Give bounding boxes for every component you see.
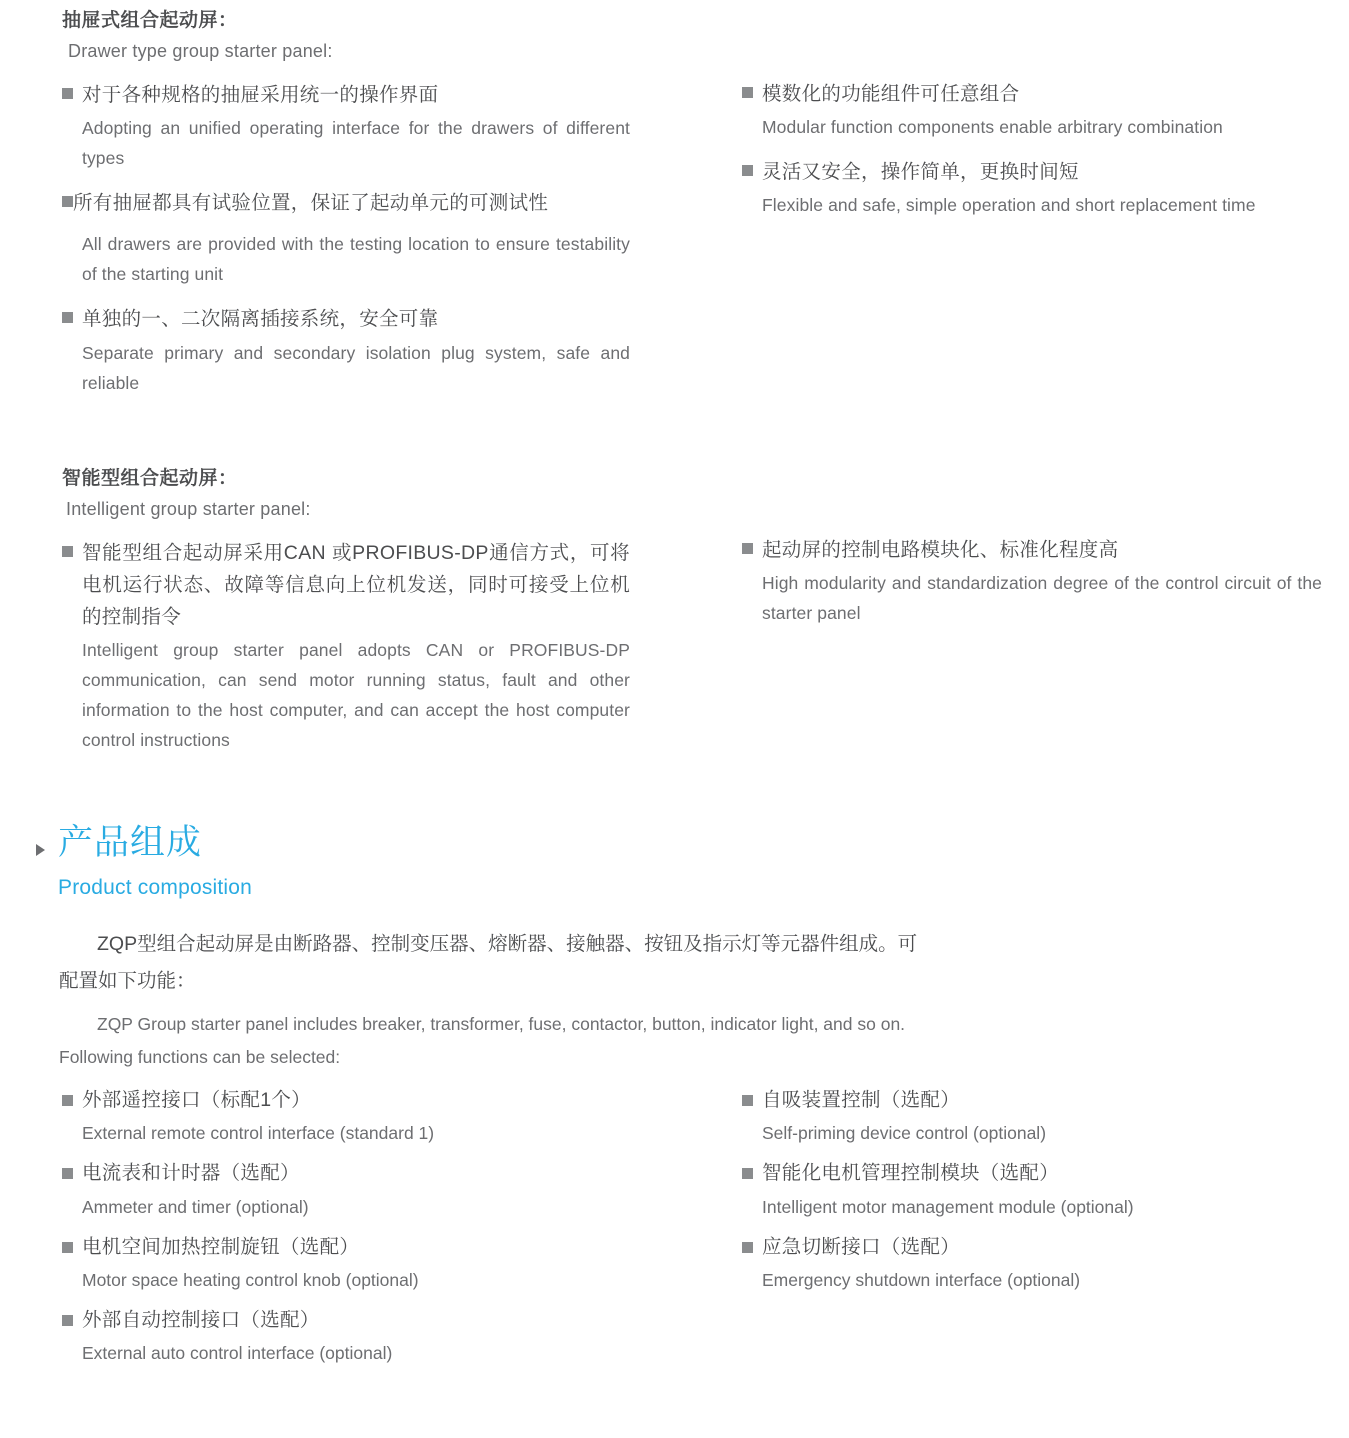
list-item	[62, 303, 634, 335]
list-item-cn: 所有抽屉都具有试验位置，保证了起动单元的可测试性	[73, 192, 549, 214]
list-item-cn: 外部遥控接口（标配1个）	[82, 1089, 311, 1111]
list-item-en: High modularity and standardization degree of the control circuit of the starter panel	[762, 573, 1322, 624]
list-item-cn: 单独的一、二次隔离插接系统，安全可靠	[82, 308, 439, 331]
list-item	[62, 1086, 662, 1147]
list-item	[742, 1086, 1342, 1147]
square-bullet-icon	[742, 1168, 753, 1179]
composition-list-right	[742, 1086, 1342, 1306]
square-bullet-icon	[62, 1168, 73, 1179]
intelligent-section-cn-title: 智能型组合起动屏：	[62, 468, 238, 489]
list-item-en: Flexible and safe, simple operation and short replacement time	[762, 195, 1256, 216]
drawer-section-right	[742, 78, 1314, 221]
list-item	[62, 1233, 662, 1294]
square-bullet-icon	[62, 196, 73, 207]
intelligent-section-en-title: Intelligent group starter panel:	[66, 498, 311, 519]
triangle-arrow-icon	[36, 844, 45, 856]
list-item-en: Modular function components enable arbitrary combination	[762, 117, 1223, 138]
list-item-cn: 电流表和计时器（选配）	[82, 1162, 300, 1185]
list-item	[62, 537, 634, 634]
list-item-en: Intelligent group starter panel adopts CAN or PROFIBUS-DP communication, can send motor running status, fault and other information to the host computer, and can accept the host computer control instructions	[82, 640, 630, 751]
section-heading-cn: 产品组成	[58, 823, 203, 862]
section-heading-product-composition	[30, 822, 730, 900]
list-item-cn: 灵活又安全，操作简单，更换时间短	[762, 161, 1079, 184]
square-bullet-icon	[62, 546, 73, 557]
square-bullet-icon	[742, 1242, 753, 1253]
list-item-en: Intelligent motor management module (optional)	[762, 1196, 1134, 1217]
list-item-en: External auto control interface (optional)	[82, 1343, 393, 1363]
list-item	[62, 1159, 662, 1220]
list-item-cn: 模数化的功能组件可任意组合	[762, 83, 1020, 105]
list-item	[62, 79, 634, 111]
list-item	[62, 187, 634, 219]
list-item-en: Separate primary and secondary isolation plug system, safe and reliable	[82, 342, 630, 393]
square-bullet-icon	[62, 1242, 73, 1253]
list-item-en: External remote control interface (standard 1)	[82, 1123, 435, 1144]
intelligent-section-left	[62, 466, 634, 756]
list-item-cn: 智能化电机管理控制模块（选配）	[762, 1162, 1060, 1185]
square-bullet-icon	[742, 543, 753, 554]
composition-paragraph-en: ZQP Group starter panel includes breaker, transformer, fuse, contactor, button, indicator light, and so on. Following functions can be selected:	[59, 1014, 906, 1068]
list-item	[742, 534, 1314, 566]
square-bullet-icon	[742, 165, 753, 176]
list-item-cn: 对于各种规格的抽屉采用统一的操作界面	[82, 83, 439, 106]
list-item	[62, 1306, 662, 1367]
drawer-section-left	[62, 8, 634, 398]
list-item-en: Motor space heating control knob (optional)	[82, 1269, 419, 1290]
list-item-en: Self-priming device control (optional)	[762, 1123, 1047, 1144]
composition-paragraph-en-wrap	[59, 1008, 922, 1075]
square-bullet-icon	[62, 88, 73, 99]
list-item-en: Adopting an unified operating interface for the drawers of different types	[82, 117, 630, 168]
list-item-en: Ammeter and timer (optional)	[82, 1196, 309, 1217]
drawer-section-en-title: Drawer type group starter panel:	[68, 40, 333, 61]
list-item-cn: 外部自动控制接口（选配）	[82, 1308, 320, 1331]
list-item-cn: 应急切断接口（选配）	[762, 1235, 961, 1258]
square-bullet-icon	[742, 1095, 753, 1106]
composition-paragraph-cn-wrap	[59, 926, 922, 1000]
composition-paragraph-cn: ZQP型组合起动屏是由断路器、控制变压器、熔断器、接触器、按钮及指示灯等元器件组成。可配置如下功能：	[59, 933, 918, 993]
square-bullet-icon	[62, 1315, 73, 1326]
list-item-cn: 智能型组合起动屏采用CAN 或PROFIBUS-DP通信方式，可将电机运行状态、故障等信息向上位机发送，同时可接受上位机的控制指令	[82, 541, 630, 628]
list-item-en: Emergency shutdown interface (optional)	[762, 1269, 1081, 1290]
list-item	[742, 156, 1314, 188]
square-bullet-icon	[62, 312, 73, 323]
section-heading-en: Product composition	[58, 876, 253, 899]
square-bullet-icon	[742, 87, 753, 98]
list-item	[742, 1159, 1342, 1220]
list-item	[742, 78, 1314, 110]
list-item	[742, 1233, 1342, 1294]
composition-list-left	[62, 1086, 662, 1379]
intelligent-section-right	[742, 534, 1322, 628]
drawer-section-cn-title: 抽屉式组合起动屏：	[62, 10, 238, 31]
list-item-cn: 自吸装置控制（选配）	[762, 1089, 961, 1111]
list-item-cn: 起动屏的控制电路模块化、标准化程度高	[762, 539, 1119, 561]
list-item-cn: 电机空间加热控制旋钮（选配）	[82, 1235, 360, 1258]
list-item-en: All drawers are provided with the testing location to ensure testability of the starting unit	[82, 234, 630, 285]
square-bullet-icon	[62, 1095, 73, 1106]
